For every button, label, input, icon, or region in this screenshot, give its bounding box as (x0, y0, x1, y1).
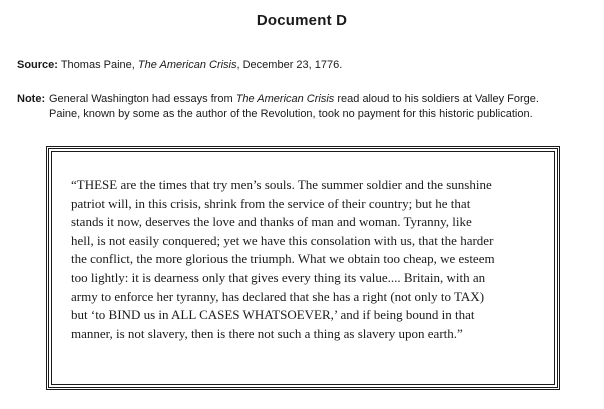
note-block (17, 92, 597, 121)
source-author: Thomas Paine, (60, 59, 138, 71)
note-line-1 (17, 92, 597, 107)
note-label: Note: (17, 93, 46, 105)
quote-line: manner, is not slavery, then is there not such a thing as slavery upon earth.” (71, 325, 463, 341)
source-date: , December 23, 1776. (236, 59, 343, 71)
quote-line: army to enforce her tyranny, has declared that she has a right (not only to TAX) (71, 288, 485, 304)
note-work-title: The American Crisis (235, 93, 335, 105)
source-line (17, 59, 342, 71)
quote-text (71, 176, 541, 343)
quote-line: but ‘to BIND us in ALL CASES WHATSOEVER,’ and if being bound in that (71, 307, 475, 323)
quote-line: stands it now, deserves the love and thanks of man and woman. Tyranny, like (71, 214, 472, 230)
quote-line: hell, is not easily conquered; yet we have this consolation with us, that the harder (71, 232, 494, 248)
quote-line: patriot will, in this crisis, shrink from the service of their country; but he that (71, 195, 471, 211)
document-title: Document D (256, 12, 348, 29)
note-text-after: read aloud to his soldiers at Valley Forge. (334, 93, 539, 105)
quote-line: too lightly: it is dearness only that gives every thing its value.... Britain, with an (71, 269, 486, 285)
note-text-line-2: Paine, known by some as the author of the Revolution, took no payment for this historic publication. (49, 107, 533, 120)
source-label: Source: (17, 59, 58, 71)
source-work-title: The American Crisis (137, 59, 237, 71)
note-text-before: General Washington had essays from (49, 93, 236, 105)
quote-box (48, 148, 558, 388)
note-line-2 (17, 107, 597, 122)
quote-line: the conflict, the more glorious the triumph. What we obtain too cheap, we esteem (71, 251, 495, 267)
quote-line: “THESE are the times that try men’s souls. The summer soldier and the sunshine (71, 177, 492, 192)
